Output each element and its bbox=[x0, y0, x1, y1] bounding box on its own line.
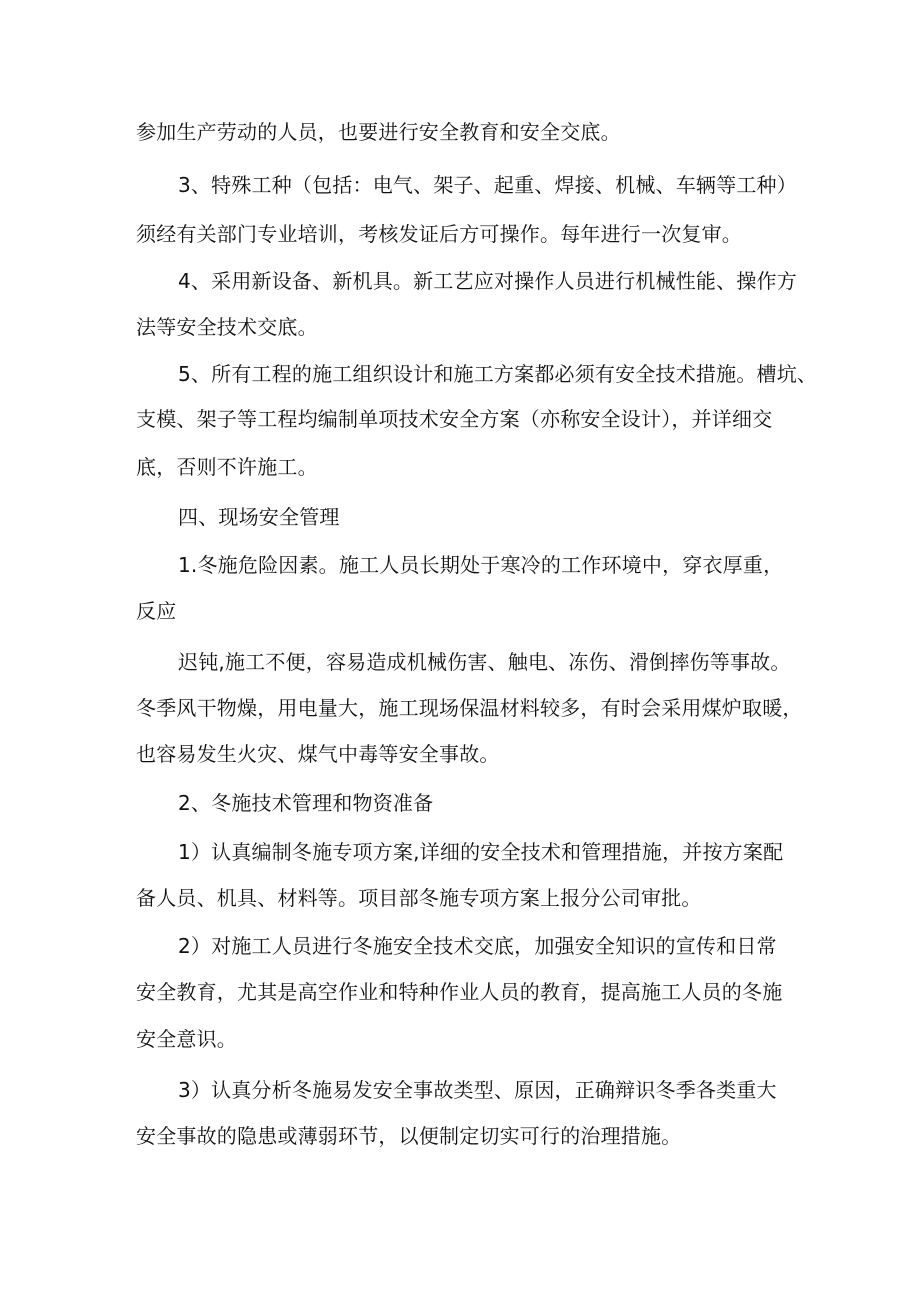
text-line: 冬季风干物燥，用电量大，施工现场保温材料较多，有时会采用煤炉取暖， bbox=[136, 696, 803, 720]
text-line: 3）认真分析冬施易发安全事故类型、原因，正确辩识冬季各类重大 bbox=[178, 1078, 777, 1102]
text-line: 参加生产劳动的人员，也要进行安全教育和安全交底。 bbox=[136, 120, 621, 144]
text-line: 5、所有工程的施工组织设计和施工方案都必须有安全技术措施。槽坑、 bbox=[178, 362, 818, 386]
text-line: 迟钝,施工不便，容易造成机械伤害、触电、冻伤、滑倒摔伤等事故。 bbox=[178, 650, 791, 674]
text-line: 也容易发生火灾、煤气中毒等安全事故。 bbox=[136, 742, 500, 766]
text-line: 1.冬施危险因素。施工人员长期处于寒冷的工作环境中，穿衣厚重， bbox=[178, 553, 784, 577]
text-line: 备人员、机具、材料等。项目部冬施专项方案上报分公司审批。 bbox=[136, 886, 702, 910]
text-line: 安全教育，尤其是高空作业和特种作业人员的教育，提高施工人员的冬施 bbox=[136, 980, 783, 1004]
text-line: 法等安全技术交底。 bbox=[136, 315, 318, 339]
text-line: 1）认真编制冬施专项方案,详细的安全技术和管理措施，并按方案配 bbox=[178, 840, 784, 864]
text-line: 支模、架子等工程均编制单项技术安全方案（亦称安全设计），并详细交 bbox=[136, 407, 773, 431]
text-line: 4、采用新设备、新机具。新工艺应对操作人员进行机械性能、操作方 bbox=[178, 269, 797, 293]
text-line: 安全意识。 bbox=[136, 1027, 237, 1051]
text-line: 3、特殊工种（包括：电气、架子、起重、焊接、机械、车辆等工种） bbox=[178, 173, 797, 197]
text-line: 安全事故的隐患或薄弱环节，以便制定切实可行的治理措施。 bbox=[136, 1124, 682, 1148]
section-heading: 四、现场安全管理 bbox=[178, 505, 340, 529]
text-line: 反应 bbox=[136, 599, 177, 623]
subsection-heading: 2、冬施技术管理和物资准备 bbox=[178, 791, 434, 815]
text-line: 须经有关部门专业培训，考核发证后方可操作。每年进行一次复审。 bbox=[136, 222, 742, 246]
text-line: 底，否则不许施工。 bbox=[136, 455, 318, 479]
text-line: 2）对施工人员进行冬施安全技术交底，加强安全知识的宣传和日常 bbox=[178, 934, 777, 958]
